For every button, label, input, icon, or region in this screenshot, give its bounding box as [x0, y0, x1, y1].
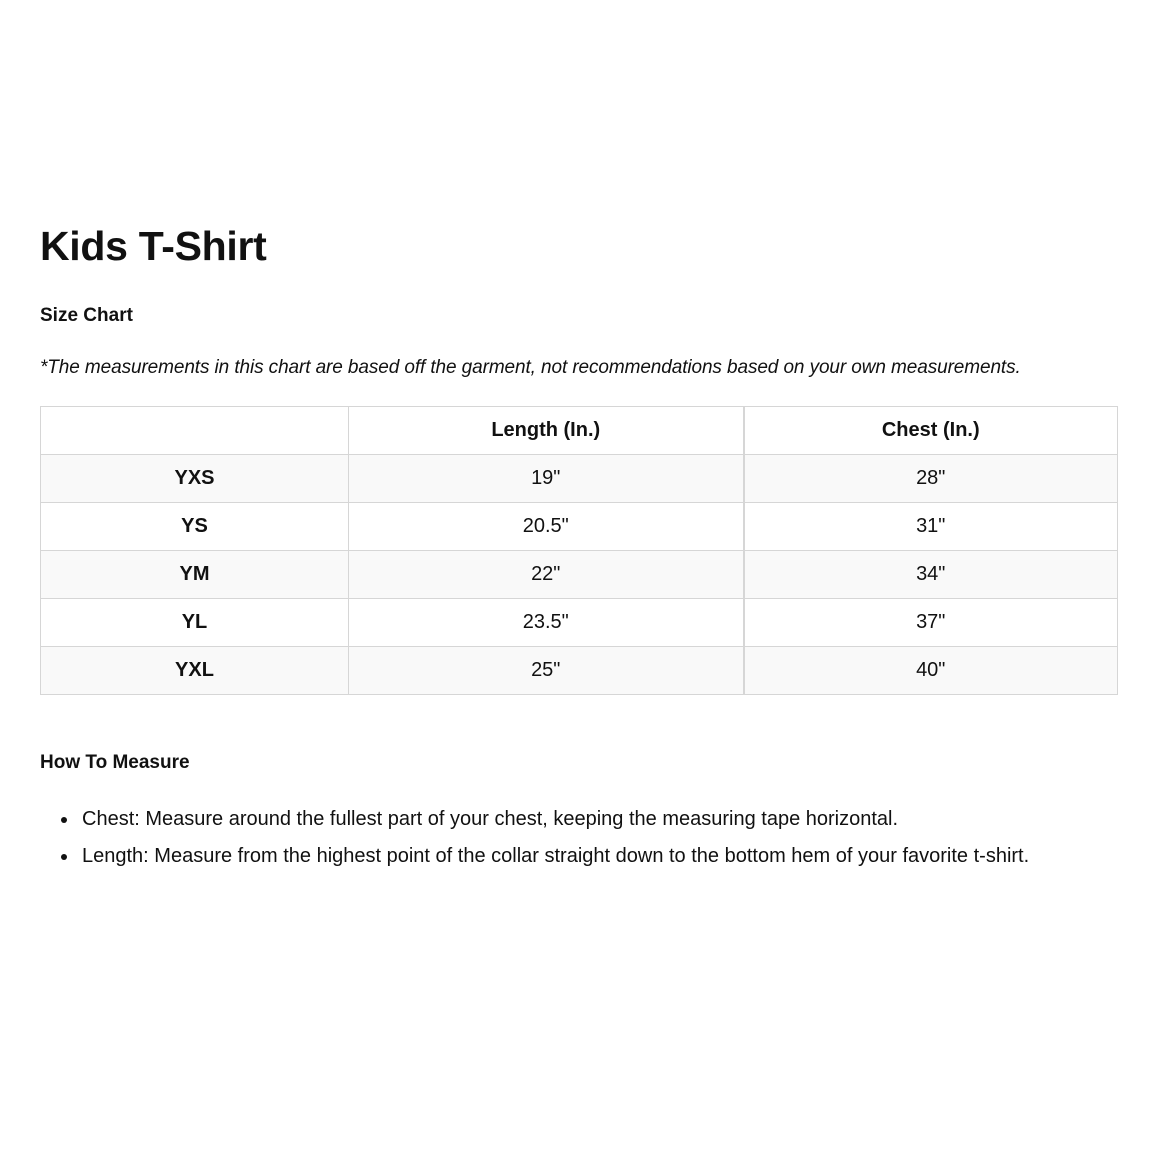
length-value: 19" — [349, 455, 744, 503]
size-label: YXL — [41, 647, 349, 695]
size-chart-table — [40, 406, 1118, 695]
bullet-icon — [61, 817, 67, 823]
chest-value: 37" — [744, 599, 1118, 647]
page-title: Kids T-Shirt — [40, 223, 267, 269]
header-length: Length (In.) — [349, 407, 744, 455]
chest-value: 40" — [744, 647, 1118, 695]
header-chest: Chest (In.) — [744, 407, 1118, 455]
list-item-text: Chest: Measure around the fullest part of your chest, keeping the measuring tape horizontal. — [82, 808, 899, 830]
table-row — [41, 551, 1118, 599]
table-header-row — [41, 407, 1118, 455]
size-label: YM — [41, 551, 349, 599]
size-chart-heading: Size Chart — [40, 305, 133, 326]
table-row — [41, 503, 1118, 551]
header-size — [41, 407, 349, 455]
list-item — [82, 801, 1029, 838]
chest-value: 31" — [744, 503, 1118, 551]
list-item-text: Length: Measure from the highest point of the collar straight down to the bottom hem of your favorite t-shirt. — [82, 845, 1030, 867]
size-label: YS — [41, 503, 349, 551]
table-row — [41, 455, 1118, 503]
size-label: YXS — [41, 455, 349, 503]
how-to-measure-heading: How To Measure — [40, 752, 190, 773]
length-value: 22" — [349, 551, 744, 599]
length-value: 23.5" — [349, 599, 744, 647]
how-to-measure-list — [40, 801, 1029, 875]
measurement-note: *The measurements in this chart are based off the garment, not recommendations based on your own measurements. — [40, 357, 1021, 378]
list-item — [82, 838, 1029, 875]
length-value: 20.5" — [349, 503, 744, 551]
chest-value: 28" — [744, 455, 1118, 503]
table-row — [41, 647, 1118, 695]
chest-value: 34" — [744, 551, 1118, 599]
table-row — [41, 599, 1118, 647]
length-value: 25" — [349, 647, 744, 695]
bullet-icon — [61, 854, 67, 860]
size-label: YL — [41, 599, 349, 647]
